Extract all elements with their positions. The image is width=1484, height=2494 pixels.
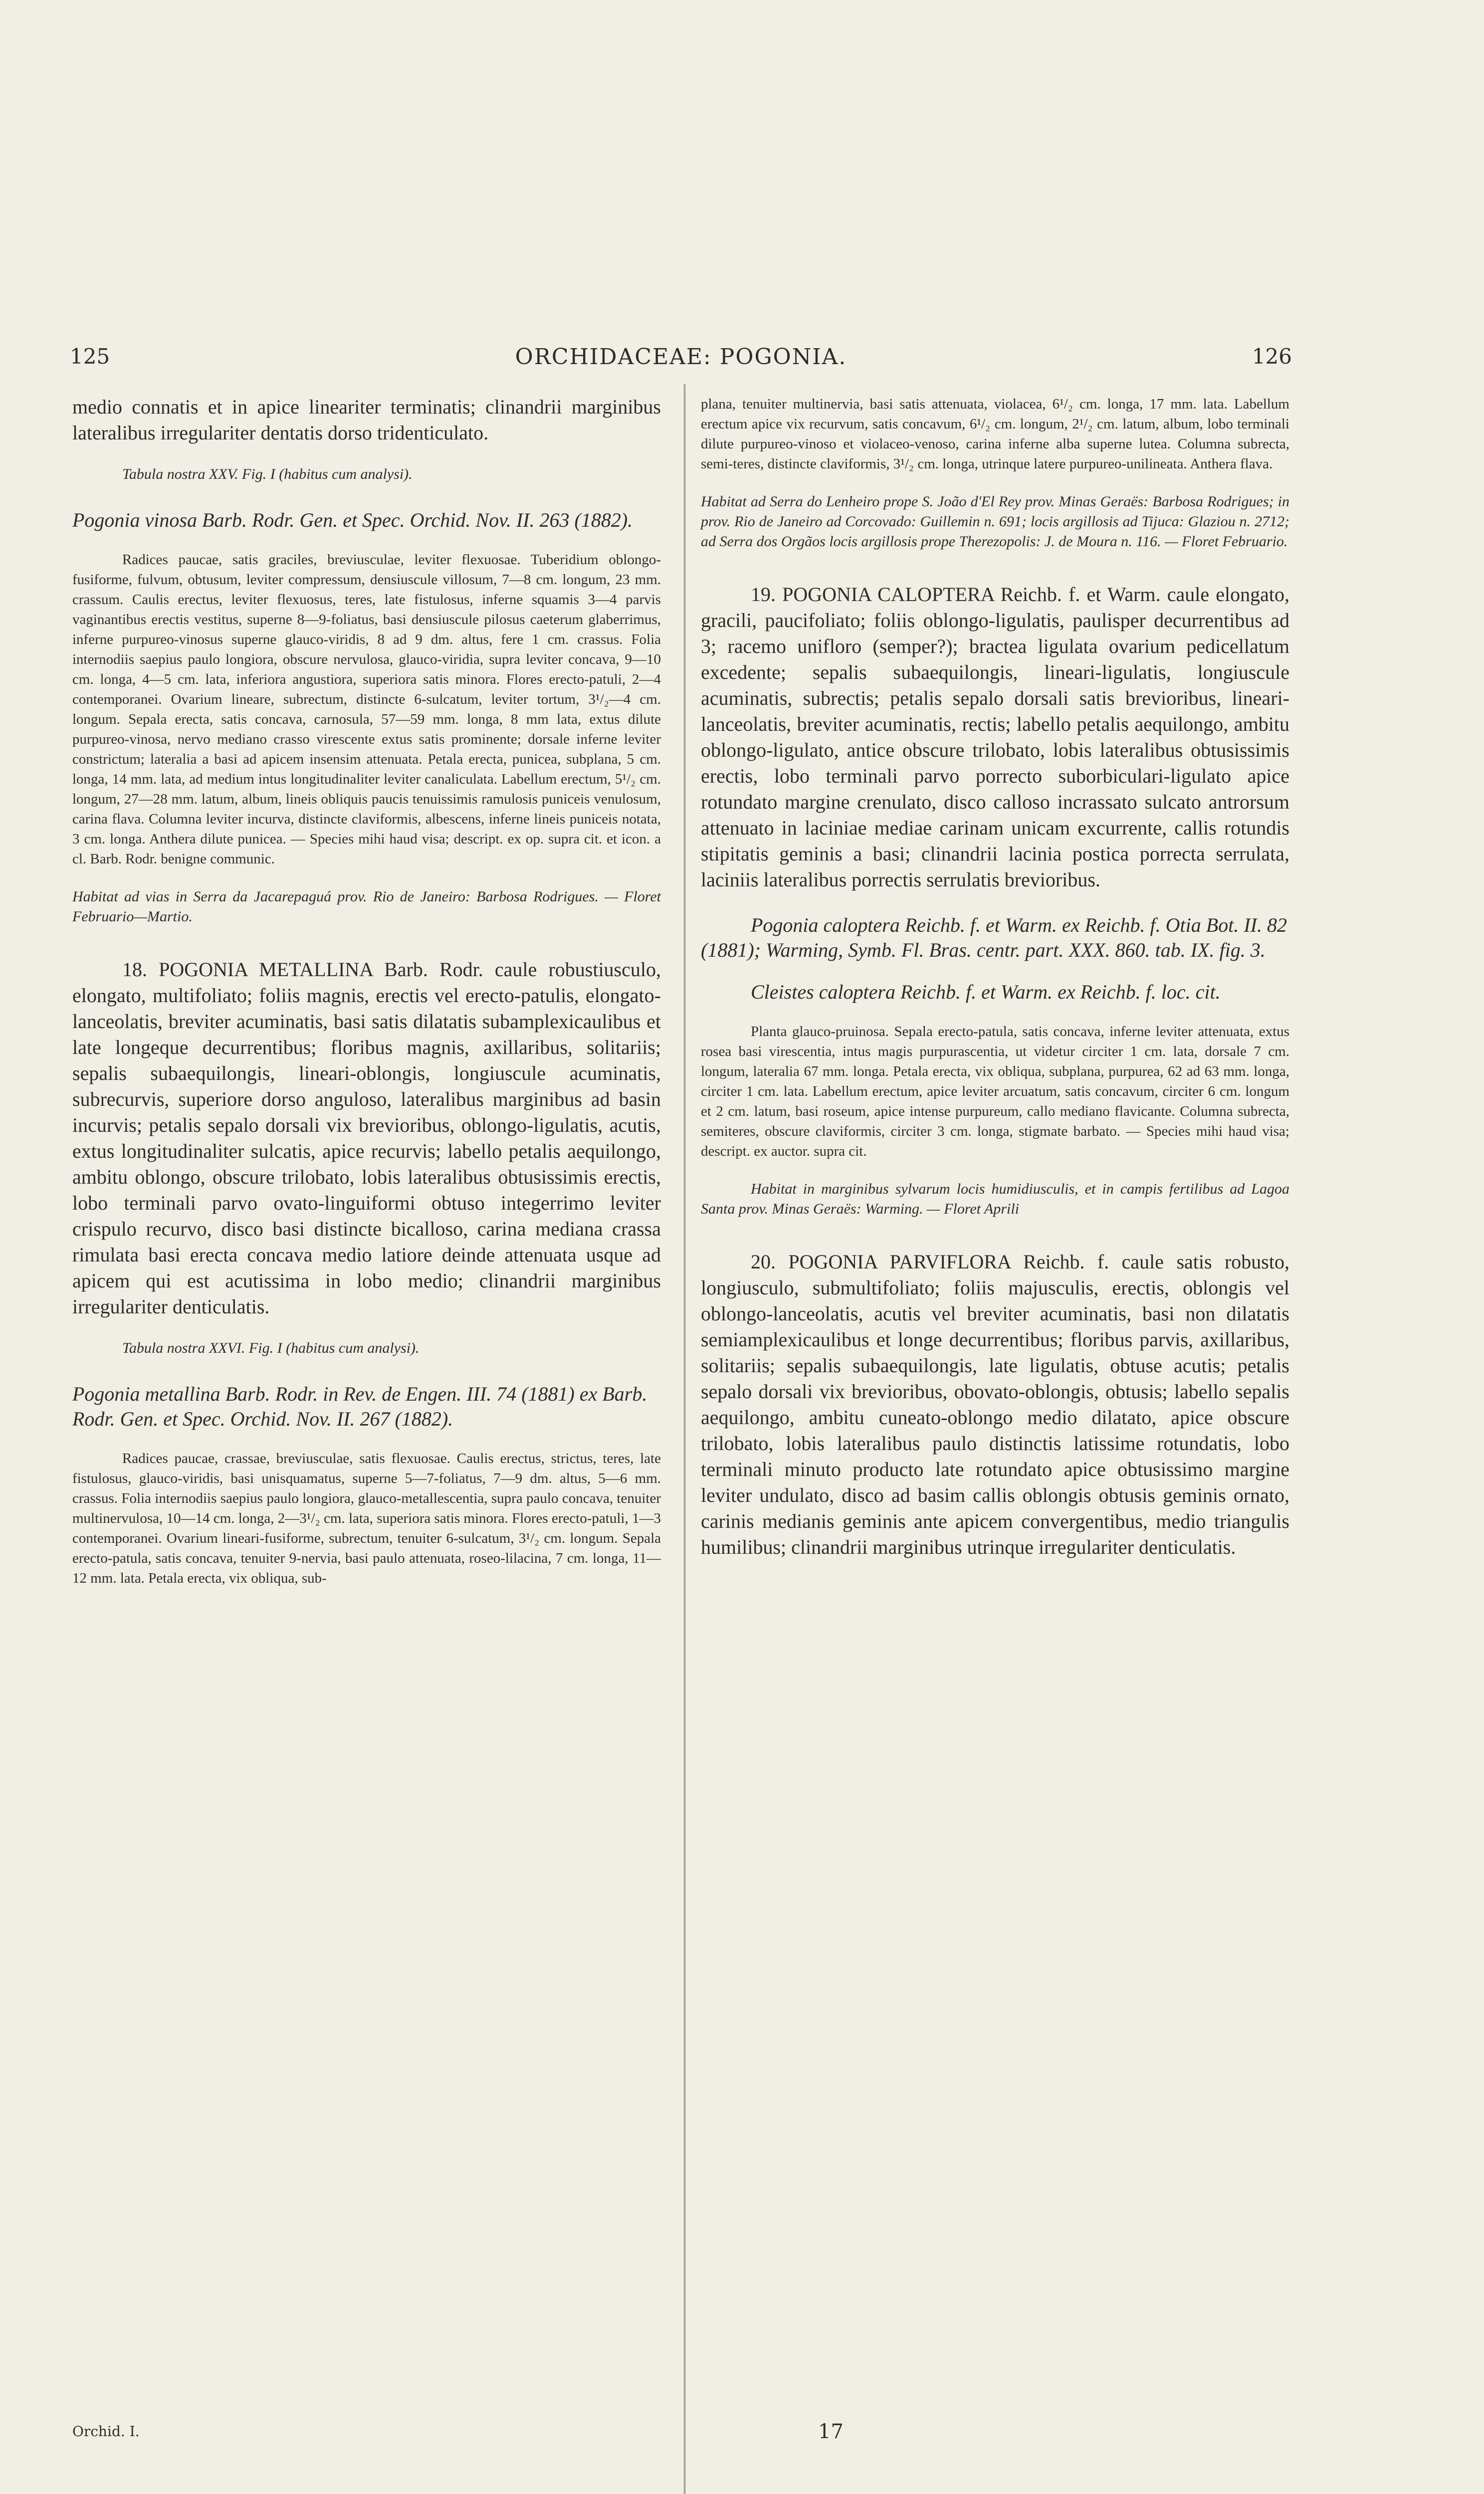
page-header xyxy=(70,344,1292,379)
description-caloptera: Planta glauco-pruinosa. Sepala erecto-patula, satis concava, inferne leviter attenuata, extus rosea basi virescentia, intus magis purpurascentia, ut videtur circiter 1 cm. lata, dorsale 7 cm. longum, lateralia 67 mm. longa. Petala erecta, vix obliqua, subplana, purpurea, 62 ad 63 mm. longa, circiter 1 cm. lata. Labellum erectum, apice leviter arcuatum, satis concavum, circiter 6 cm. longum et 2 cm. latum, basi roseum, apice intense purpureum, callo mediano flavicante. Columna subrecta, semiteres, obscure claviformis, circiter 3 cm. longa, stigmate barbato. — Species mihi haud visa; descript. ex auctor. supra cit. xyxy=(701,1024,1289,1159)
habitat-metallina: Habitat ad Serra do Lenheiro prope S. João d'El Rey prov. Minas Geraës: Barbosa Rodrigues; in prov. Rio de Janeiro ad Corcovado: Guillemin n. 691; locis argillosis ad Tijuca: Glaziou n. 2712; ad Serra dos Orgãos locis argillosis prope Therezopolis: J. de Moura n. 116. — Floret Februario. xyxy=(701,493,1289,550)
right-column xyxy=(701,394,1289,1580)
habitat-caloptera: Habitat in marginibus sylvarum locis humidiusculis, et in campis fertilibus ad Lagoa Santa prov. Minas Geraës: Warming. — Floret Aprili xyxy=(701,1181,1289,1217)
species-heading-parviflora: 20. POGONIA PARVIFLORA Reichb. f. caule satis robusto, longiusculo, submultifoliato; foliis majusculis, erectis, oblongis vel oblongo-lanceolatis, acutis vel breviter acuminatis, basi non dilatatis semiamplexicaulibus et longe decurrentibus; floribus parvis, axillaribus, solitariis; sepalis subaequilongis, late ligulatis, obtuse acutis; petalis sepalo dorsali vix brevioribus, obovato-oblongis, obtusis; labello sepalis aequilongo, ambitu cuneato-oblongo medio dilatato, apice obscure trilobato, lobis lateralibus paulo distinctis latissime rotundatis, lobo terminali minuto producto late rotundato apice obtusissimo margine leviter undulato, disco ad basim callis oblongis obtusis geminis ornato, carinis medianis geminis ante apicem convergentibus, medio triangulis humilibus; clinandrii marginibus utrinque irregulariter denticulatis. xyxy=(701,1250,1289,1558)
citation-vinosa: Pogonia vinosa Barb. Rodr. Gen. et Spec. Orchid. Nov. II. 263 (1882). xyxy=(72,509,633,531)
citation-metallina: Pogonia metallina Barb. Rodr. in Rev. de Engen. III. 74 (1881) ex Barb. Rodr. Gen. et Spec. Orchid. Nov. II. 267 (1882). xyxy=(72,1383,647,1430)
tabula-reference: Tabula nostra XXV. Fig. I (habitus cum analysi). xyxy=(122,466,413,482)
tabula-reference-2: Tabula nostra XXVI. Fig. I (habitus cum analysi). xyxy=(122,1340,420,1356)
left-column xyxy=(72,394,661,1606)
description-continued: plana, tenuiter multinervia, basi satis attenuata, violacea, 6¹/₂ cm. longa, 17 mm. lata. Labellum erectum apice vix recurvum, satis concavum, 6¹/₂ cm. longum, 2¹/₂ cm. latum, album, lobo terminali dilute purpureo-vinoso et violaceo-venoso, carina inferne alba superne lutea. Columna subrecta, semi-teres, distincte claviformis, 3¹/₂ cm. longa, utrinque latere purpureo-unilineata. Anthera flava. xyxy=(701,396,1289,472)
citation-cleistes: Cleistes caloptera Reichb. f. et Warm. ex Reichb. f. loc. cit. xyxy=(751,981,1221,1003)
citation-caloptera: Pogonia caloptera Reichb. f. et Warm. ex Reichb. f. Otia Bot. II. 82 (1881); Warming, Symb. Fl. Bras. centr. part. XXX. 860. tab. IX. fig. 3. xyxy=(701,914,1287,961)
signature-mark: Orchid. I. xyxy=(72,2423,140,2440)
habitat-vinosa: Habitat ad vias in Serra da Jacarepaguá prov. Rio de Janeiro: Barbosa Rodrigues. — Floret Februario—Martio. xyxy=(72,888,661,925)
species-heading-metallina: 18. POGONIA METALLINA Barb. Rodr. caule robustiusculo, elongato, multifoliato; foliis magnis, erectis vel erecto-patulis, elongato-lanceolatis, breviter acuminatis, basi satis dilatatis subamplexicaulibus et late longeque decurrentibus; floribus magnis, axillaribus, solitariis; sepalis subaequilongis, lineari-oblongis, longiuscule acuminatis, subrecurvis, superiore dorso anguloso, lateralibus marginibus ad basin incurvis; petalis sepalo dorsali vix brevioribus, oblongo-ligulatis, acutis, extus longitudinaliter sulcatis, apice recurvis; labello petalis aequilongo, ambitu oblongo, obscure trilobato, lobis lateralibus obtusissimis erectis, lobo terminali parvo ovato-linguiformi obtuso integerrimo leviter crispulo recurvo, disco basi distincte bicalloso, carina mediana crassa rimulata basi erecta concava medio latiore deinde attenuata usque ad apicem qui est acutissima in lobo medio; clinandrii marginibus irregulariter denticulatis. xyxy=(72,958,661,1318)
page-number-right: 126 xyxy=(1252,344,1292,369)
column-divider xyxy=(684,384,685,2494)
description-vinosa: Radices paucae, satis graciles, breviusculae, leviter flexuosae. Tuberidium oblongo-fusiforme, fulvum, obtusum, leviter compressum, densiuscule villosum, 7—8 cm. longum, 23 mm. crassum. Caulis erectus, leviter flexuosus, teres, late fistulosus, inferne squamis 3—4 parvis vaginantibus erectis vestitus, superne 8—9-foliatus, basi densiuscule pilosus caeterum glaberrimus, inferne purpureo-vinosus superne glauco-viridis, 8 ad 9 dm. altus, fere 1 cm. crassus. Folia internodiis saepius paulo longiora, obscure nervulosa, glauco-viridia, supra leviter concava, 9—10 cm. longa, 4—5 cm. lata, inferiora angustiora, superiora satis minora. Flores erecto-patuli, 2—4 contemporanei. Ovarium lineare, subrectum, distincte 6-sulcatum, leviter tortum, 3¹/₂—4 cm. longum. Sepala erecta, satis concava, carnosula, 57—59 mm. longa, 8 mm lata, extus dilute purpureo-vinosa, nervo mediano crasso virescente extus satis prominente; dorsale inferne leviter constrictum; lateralia a basi ad apicem insensim attenuata. Petala erecta, punicea, subplana, 5 cm. longa, 14 mm. lata, ad medium intus longitudinaliter leviter canaliculata. Labellum erectum, 5¹/₂ cm. longum, 27—28 mm. latum, album, lineis obliquis paucis tenuissimis ramulosis puniceis venulosum, carina flava. Columna leviter incurva, distincte claviformis, albescens, inferne lineis puniceis notata, 3 cm. longa. Anthera dilute punicea. — Species mihi haud visa; descript. ex op. supra cit. et icon. a cl. Barb. Rodr. benigne communic. xyxy=(72,552,661,867)
running-title: ORCHIDACEAE: POGONIA. xyxy=(515,344,847,370)
continued-paragraph: medio connatis et in apice lineariter terminatis; clinandrii marginibus lateralibus irregulariter dentatis dorso tridenticulato. xyxy=(72,396,661,444)
species-heading-caloptera: 19. POGONIA CALOPTERA Reichb. f. et Warm. caule elongato, gracili, paucifoliato; foliis oblongo-ligulatis, paulisper decurrentibus ad 3; racemo unifloro (semper?); bractea ligulata ovarium pedicellatum excedente; sepalis subaequilongis, lineari-ligulatis, longiuscule acuminatis, subrectis; petalis sepalo dorsali satis brevioribus, lineari-lanceolatis, breviter acuminatis, rectis; labello petalis aequilongo, ambitu oblongo-ligulato, antice obscure trilobato, lobis lateralibus obtusissimis erectis, lobo terminali parvo porrecto suborbiculari-ligulato apice rotundato margine crenulato, disco calloso incrassato sulcato antrorsum attenuato in laciniae mediae carinam unicam excurrente, callis rotundis stipitatis geminis a basi; clinandrii lacinia postica porrecta serrulata, laciniis lateralibus porrectis serrulatis brevioribus. xyxy=(701,583,1289,891)
page-number-left: 125 xyxy=(70,344,110,369)
description-metallina: Radices paucae, crassae, breviusculae, satis flexuosae. Caulis erectus, strictus, teres, late fistulosus, glauco-viridis, basi unisquamatus, superne 5—7-foliatus, 7—9 dm. altus, 5—6 mm. crassus. Folia internodiis saepius paulo longiora, glauco-metallescentia, supra paulo concava, tenuiter multinervulosa, 10—14 cm. longa, 2—3¹/₂ cm. lata, superiora satis minora. Flores erecto-patuli, 1—3 contemporanei. Ovarium lineari-fusiforme, subrectum, tenuiter 6-sulcatum, 3¹/₂ cm. longum. Sepala erecto-patula, satis concava, tenuiter 9-nervia, basi paulo attenuata, roseo-lilacina, 7 cm. longa, 11—12 mm. lata. Petala erecta, vix obliqua, sub- xyxy=(72,1451,661,1586)
sheet-number: 17 xyxy=(818,2420,844,2443)
